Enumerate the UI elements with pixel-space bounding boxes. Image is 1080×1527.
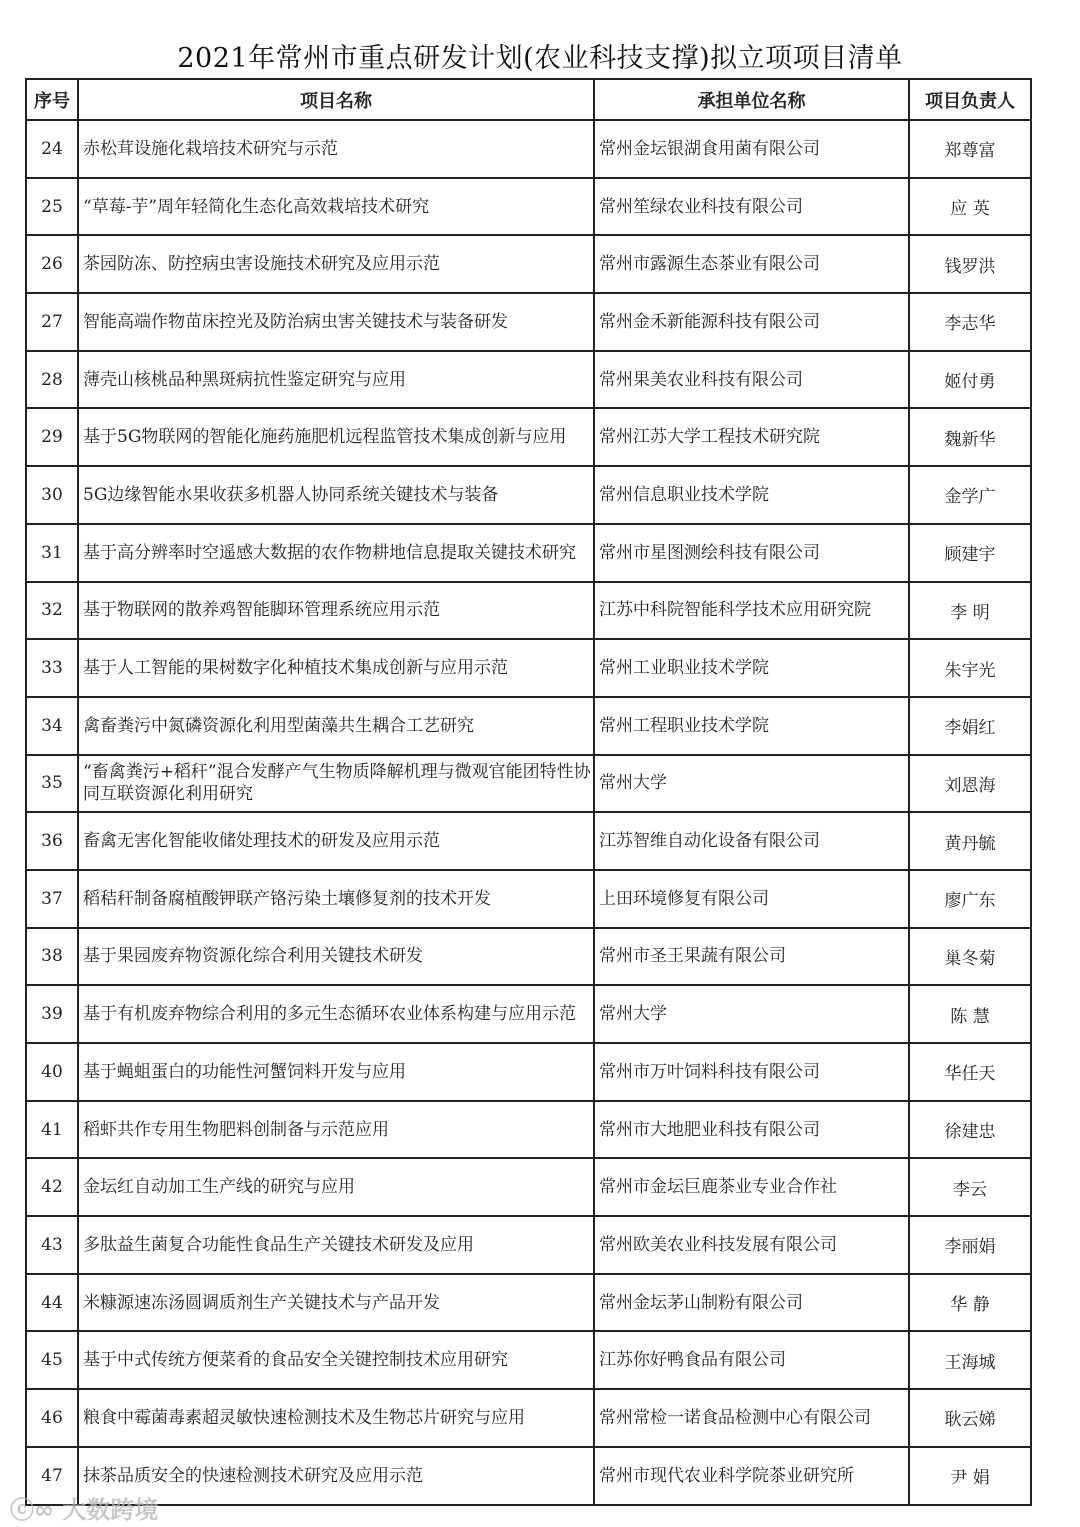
cell-organization: 常州工业职业技术学院 <box>594 639 909 697</box>
cell-leader: 李云 <box>909 1158 1031 1216</box>
table-row <box>26 351 1031 409</box>
cell-organization: 常州金坛银湖食用菌有限公司 <box>594 120 909 178</box>
table-row <box>26 928 1031 986</box>
table-row <box>26 235 1031 293</box>
cell-leader: 金学广 <box>909 466 1031 524</box>
header-leader: 项目负责人 <box>909 79 1031 120</box>
cell-project-name: 畜禽无害化智能收储处理技术的研发及应用示范 <box>78 812 594 870</box>
cell-project-name: 薄壳山核桃品种黑斑病抗性鉴定研究与应用 <box>78 351 594 409</box>
cell-organization: 常州常检一诺食品检测中心有限公司 <box>594 1389 909 1447</box>
cell-index: 33 <box>26 639 78 697</box>
cell-index: 44 <box>26 1274 78 1332</box>
cell-organization: 常州市万叶饲料科技有限公司 <box>594 1043 909 1101</box>
cell-index: 45 <box>26 1331 78 1389</box>
cell-project-name: 5G边缘智能水果收获多机器人协同系统关键技术与装备 <box>78 466 594 524</box>
cell-organization: 常州欧美农业科技发展有限公司 <box>594 1216 909 1274</box>
cell-leader: 刘恩海 <box>909 755 1031 813</box>
cell-index: 25 <box>26 178 78 236</box>
cell-organization: 常州市现代农业科学院茶业研究所 <box>594 1447 909 1505</box>
cell-leader: 应 英 <box>909 178 1031 236</box>
cell-leader: 王海城 <box>909 1331 1031 1389</box>
table-row <box>26 1043 1031 1101</box>
table-row <box>26 812 1031 870</box>
cell-index: 28 <box>26 351 78 409</box>
cell-index: 31 <box>26 524 78 582</box>
table-row <box>26 524 1031 582</box>
cell-project-name: 基于人工智能的果树数字化种植技术集成创新与应用示范 <box>78 639 594 697</box>
table-row <box>26 1447 1031 1505</box>
cell-leader: 李志华 <box>909 293 1031 351</box>
cell-organization: 常州大学 <box>594 985 909 1043</box>
cell-leader: 钱罗洪 <box>909 235 1031 293</box>
cell-index: 36 <box>26 812 78 870</box>
cell-project-name: 基于蝇蛆蛋白的功能性河蟹饲料开发与应用 <box>78 1043 594 1101</box>
cell-project-name: 金坛红自动加工生产线的研究与应用 <box>78 1158 594 1216</box>
cell-project-name: “草莓-芋”周年轻简化生态化高效栽培技术研究 <box>78 178 594 236</box>
table-row <box>26 1101 1031 1159</box>
cell-leader: 朱宇光 <box>909 639 1031 697</box>
table-row <box>26 697 1031 755</box>
cell-index: 47 <box>26 1447 78 1505</box>
cell-leader: 巢冬菊 <box>909 928 1031 986</box>
cell-project-name: 基于中式传统方便菜肴的食品安全关键控制技术应用研究 <box>78 1331 594 1389</box>
cell-project-name: 米糠源速冻汤圆调质剂生产关键技术与产品开发 <box>78 1274 594 1332</box>
cell-project-name: 稻虾共作专用生物肥料创制备与示范应用 <box>78 1101 594 1159</box>
cell-index: 26 <box>26 235 78 293</box>
table-row <box>26 870 1031 928</box>
table-row <box>26 985 1031 1043</box>
cell-project-name: 粮食中霉菌毒素超灵敏快速检测技术及生物芯片研究与应用 <box>78 1389 594 1447</box>
cell-index: 29 <box>26 408 78 466</box>
table-row <box>26 466 1031 524</box>
cell-index: 34 <box>26 697 78 755</box>
cell-index: 43 <box>26 1216 78 1274</box>
cell-index: 27 <box>26 293 78 351</box>
cell-leader: 姬付勇 <box>909 351 1031 409</box>
cell-project-name: 基于果园废弃物资源化综合利用关键技术研发 <box>78 928 594 986</box>
cell-organization: 常州工程职业技术学院 <box>594 697 909 755</box>
cell-organization: 常州市露源生态茶业有限公司 <box>594 235 909 293</box>
header-organization: 承担单位名称 <box>594 79 909 120</box>
cell-organization: 常州大学 <box>594 755 909 813</box>
table-row <box>26 755 1031 813</box>
cell-index: 32 <box>26 582 78 640</box>
cell-project-name: 基于物联网的散养鸡智能脚环管理系统应用示范 <box>78 582 594 640</box>
cell-index: 30 <box>26 466 78 524</box>
cell-project-name: “畜禽粪污+稻秆”混合发酵产气生物质降解机理与微观官能团特性协同互联资源化利用研究 <box>78 755 594 813</box>
cell-leader: 徐建忠 <box>909 1101 1031 1159</box>
table-row <box>26 1331 1031 1389</box>
cell-project-name: 智能高端作物苗床控光及防治病虫害关键技术与装备研发 <box>78 293 594 351</box>
cell-organization: 江苏智维自动化设备有限公司 <box>594 812 909 870</box>
cell-organization: 常州果美农业科技有限公司 <box>594 351 909 409</box>
cell-project-name: 抹茶品质安全的快速检测技术研究及应用示范 <box>78 1447 594 1505</box>
document-title: 2021年常州市重点研发计划(农业科技支撑)拟立项项目清单 <box>177 43 903 74</box>
header-index: 序号 <box>26 79 78 120</box>
table-row <box>26 120 1031 178</box>
table-header-row <box>26 79 1031 120</box>
cell-organization: 常州市大地肥业科技有限公司 <box>594 1101 909 1159</box>
cell-organization: 常州信息职业技术学院 <box>594 466 909 524</box>
cell-index: 40 <box>26 1043 78 1101</box>
cell-project-name: 多肽益生菌复合功能性食品生产关键技术研发及应用 <box>78 1216 594 1274</box>
table-row <box>26 639 1031 697</box>
cell-organization: 常州笙绿农业科技有限公司 <box>594 178 909 236</box>
cell-leader: 郑尊富 <box>909 120 1031 178</box>
table-row <box>26 1158 1031 1216</box>
cell-index: 37 <box>26 870 78 928</box>
cell-index: 42 <box>26 1158 78 1216</box>
cell-organization: 常州市圣王果蔬有限公司 <box>594 928 909 986</box>
cell-leader: 陈 慧 <box>909 985 1031 1043</box>
cell-project-name: 赤松茸设施化栽培技术研究与示范 <box>78 120 594 178</box>
cell-organization: 常州市星图测绘科技有限公司 <box>594 524 909 582</box>
table-row <box>26 178 1031 236</box>
table-row <box>26 582 1031 640</box>
cell-leader: 顾建宇 <box>909 524 1031 582</box>
cell-project-name: 基于5G物联网的智能化施药施肥机远程监管技术集成创新与应用 <box>78 408 594 466</box>
cell-project-name: 稻秸秆制备腐植酸钾联产铬污染土壤修复剂的技术开发 <box>78 870 594 928</box>
cell-index: 24 <box>26 120 78 178</box>
project-table <box>25 78 1032 1506</box>
table-row <box>26 1216 1031 1274</box>
cell-index: 41 <box>26 1101 78 1159</box>
cell-index: 38 <box>26 928 78 986</box>
table-row <box>26 1274 1031 1332</box>
watermark-logo: ⓒ∞ 大数跨境 <box>10 1496 159 1524</box>
cell-organization: 常州金坛茅山制粉有限公司 <box>594 1274 909 1332</box>
cell-project-name: 基于高分辨率时空遥感大数据的农作物耕地信息提取关键技术研究 <box>78 524 594 582</box>
cell-organization: 常州金禾新能源科技有限公司 <box>594 293 909 351</box>
cell-leader: 廖广东 <box>909 870 1031 928</box>
cell-project-name: 茶园防冻、防控病虫害设施技术研究及应用示范 <box>78 235 594 293</box>
header-project-name: 项目名称 <box>78 79 594 120</box>
cell-leader: 耿云娣 <box>909 1389 1031 1447</box>
cell-organization: 江苏你好鸭食品有限公司 <box>594 1331 909 1389</box>
table-row <box>26 408 1031 466</box>
cell-organization: 上田环境修复有限公司 <box>594 870 909 928</box>
cell-leader: 华任天 <box>909 1043 1031 1101</box>
cell-leader: 李娟红 <box>909 697 1031 755</box>
cell-leader: 尹 娟 <box>909 1447 1031 1505</box>
cell-leader: 华 静 <box>909 1274 1031 1332</box>
cell-organization: 江苏中科院智能科学技术应用研究院 <box>594 582 909 640</box>
cell-organization: 常州江苏大学工程技术研究院 <box>594 408 909 466</box>
cell-index: 39 <box>26 985 78 1043</box>
cell-organization: 常州市金坛巨鹿茶业专业合作社 <box>594 1158 909 1216</box>
cell-project-name: 基于有机废弃物综合利用的多元生态循环农业体系构建与应用示范 <box>78 985 594 1043</box>
cell-index: 46 <box>26 1389 78 1447</box>
watermark-text: 大数跨境 <box>62 1496 159 1524</box>
table-row <box>26 1389 1031 1447</box>
cell-leader: 魏新华 <box>909 408 1031 466</box>
cell-index: 35 <box>26 755 78 813</box>
cell-leader: 李 明 <box>909 582 1031 640</box>
cell-project-name: 禽畜粪污中氮磷资源化利用型菌藻共生耦合工艺研究 <box>78 697 594 755</box>
cell-leader: 李丽娟 <box>909 1216 1031 1274</box>
table-row <box>26 293 1031 351</box>
cell-leader: 黄丹毓 <box>909 812 1031 870</box>
